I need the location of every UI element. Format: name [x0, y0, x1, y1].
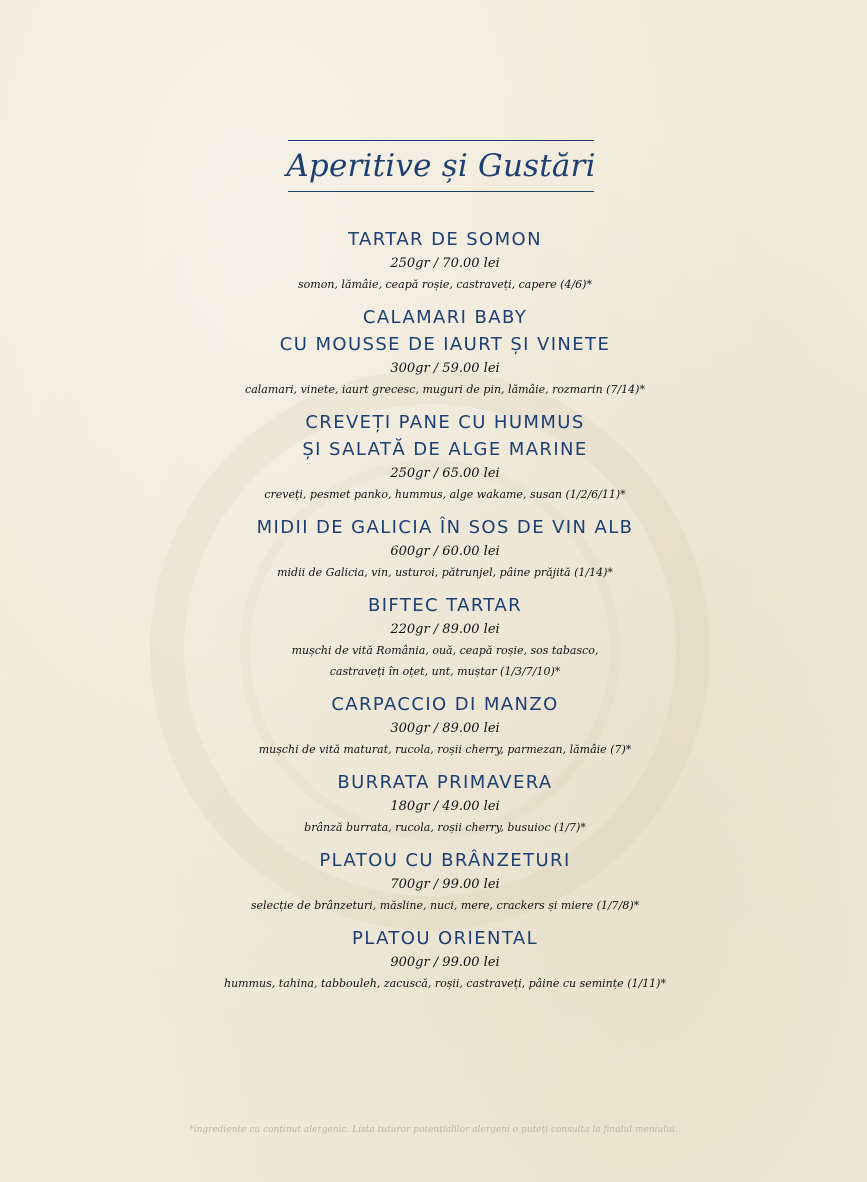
menu-item-name: PLATOU CU BRÂNZETURI [319, 850, 571, 871]
section-header [288, 140, 594, 192]
menu-item-name: TARTAR DE SOMON [348, 229, 542, 250]
allergen-footnote: *ingrediente cu conținut alergenic. Lista tuturor potențialilor alergeni o puteți consulta la finalul meniului. [189, 1125, 678, 1135]
menu-item-name: MIDII DE GALICIA ÎN SOS DE VIN ALB [256, 517, 634, 538]
menu-item-ingredients: selecție de brânzeturi, măsline, nuci, mere, crackers și miere (1/7/8)* [250, 899, 640, 912]
menu-item-price: 220gr / 89.00 lei [390, 622, 500, 637]
menu-item-ingredients: hummus, tahina, tabbouleh, zacuscă, roșii, castraveți, pâine cu semințe (1/11)* [224, 977, 666, 990]
menu-item-price: 700gr / 99.00 lei [390, 877, 500, 892]
menu-item-name: ȘI SALATĂ DE ALGE MARINE [302, 439, 588, 460]
menu-item-ingredients: somon, lămâie, ceapă roșie, castraveți, capere (4/6)* [298, 278, 592, 291]
menu-item-price: 300gr / 59.00 lei [390, 361, 500, 376]
menu-item-name: CALAMARI BABY [362, 307, 528, 328]
menu-item-list [150, 226, 740, 1003]
menu-item [150, 769, 740, 838]
menu-item [150, 226, 740, 295]
menu-item-ingredients: mușchi de vită România, ouă, ceapă roșie, sos tabasco, [291, 644, 599, 657]
menu-item-name: BURRATA PRIMAVERA [337, 772, 553, 793]
menu-item-price: 300gr / 89.00 lei [390, 721, 500, 736]
menu-item-name: BIFTEC TARTAR [367, 595, 523, 616]
menu-item [150, 409, 740, 505]
menu-item-ingredients: brânză burrata, rucola, roșii cherry, busuioc (1/7)* [304, 821, 586, 834]
menu-item-ingredients: castraveți în oțet, unt, muștar (1/3/7/10)* [329, 665, 561, 678]
menu-item [150, 925, 740, 994]
menu-item-name: CREVEȚI PANE CU HUMMUS [305, 412, 585, 433]
menu-item-ingredients: calamari, vinete, iaurt grecesc, muguri de pin, lămâie, rozmarin (7/14)* [245, 383, 645, 396]
menu-item-ingredients: midii de Galicia, vin, usturoi, pătrunjel, pâine prăjită (1/14)* [277, 566, 613, 579]
menu-item-price: 250gr / 65.00 lei [390, 466, 500, 481]
menu-item [150, 304, 740, 400]
menu-item-price: 250gr / 70.00 lei [390, 256, 500, 271]
menu-item-name: CU MOUSSE DE IAURT ȘI VINETE [279, 334, 611, 355]
menu-item [150, 847, 740, 916]
menu-item [150, 592, 740, 682]
menu-item-price: 180gr / 49.00 lei [390, 799, 500, 814]
menu-item-ingredients: mușchi de vită maturat, rucola, roșii cherry, parmezan, lămâie (7)* [258, 743, 632, 756]
menu-item-name: CARPACCIO DI MANZO [331, 694, 559, 715]
menu-item-price: 900gr / 99.00 lei [390, 955, 500, 970]
menu-item [150, 691, 740, 760]
menu-item-ingredients: creveți, pesmet panko, hummus, alge wakame, susan (1/2/6/11)* [264, 488, 626, 501]
menu-item-price: 600gr / 60.00 lei [390, 544, 500, 559]
menu-item [150, 514, 740, 583]
menu-item-name: PLATOU ORIENTAL [351, 928, 539, 949]
section-title: Aperitive și Gustări [286, 148, 596, 184]
